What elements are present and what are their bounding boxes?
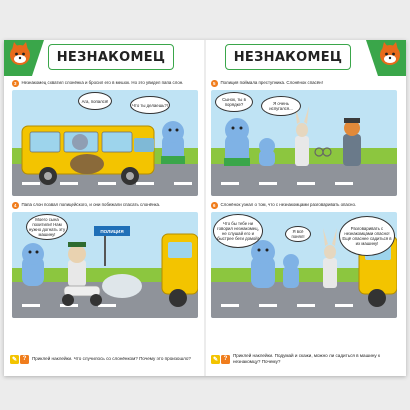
- step-text: Полиция поймала преступника. Слонёнок спасён!: [220, 80, 323, 85]
- step-text: Слонёнок узнал о том, что с незнакомцами разговаривать опасно.: [220, 202, 357, 207]
- speech-bubble: Ага, попался!: [78, 92, 112, 110]
- task-block: [211, 348, 399, 370]
- step-caption-6: [211, 202, 399, 209]
- step-caption-3: [12, 80, 198, 87]
- book-spine: [204, 40, 206, 376]
- speech-bubble: Моего сына похитили! Нам нужно догнать эту машину!: [26, 214, 68, 240]
- step-text: Незнакомец схватил слонёнка и бросил его в мешок. Но это увидел папа слон.: [21, 80, 184, 85]
- speech-bubble: Сынок, ты в порядке?: [215, 92, 253, 112]
- speech-bubble: Что бы тебе ни говорил незнакомец, не слушай его и быстрее беги домой!: [213, 214, 263, 248]
- task-text: Приклей наклейки. Что случилось со слонёнком? Почему это произошло?: [32, 356, 191, 362]
- step-caption-5: [211, 80, 399, 87]
- step-text: Папа слон позвал полицейского, и они побежали спасать слонёнка.: [21, 202, 161, 207]
- speech-bubble: Что ты делаешь?!: [130, 96, 170, 114]
- question-icon: ?: [221, 355, 230, 364]
- step-number: 5: [211, 80, 218, 87]
- speech-bubble: Я очень испугался...: [261, 96, 301, 116]
- comic-panel-5: [211, 90, 397, 196]
- sticker-icon: ✎: [212, 356, 219, 363]
- fox-badge-icon: [4, 40, 44, 76]
- comic-panel-6: [211, 212, 397, 318]
- step-number: 6: [211, 202, 218, 209]
- speech-bubble: Я всё понял!: [285, 226, 311, 242]
- sticker-icon: ✎: [11, 356, 18, 363]
- fox-badge-icon: [366, 40, 406, 76]
- step-number: 4: [12, 202, 19, 209]
- speech-bubble: Разговаривать с незнакомцами опасно! Ещё опаснее садиться в их машину!: [339, 216, 395, 256]
- left-page: [4, 40, 205, 376]
- book-spread: [4, 40, 406, 376]
- task-text: Приклей наклейки. Подумай и скажи, можно ли садиться в машину к незнакомцу? Почему?: [233, 353, 380, 364]
- question-icon: ?: [20, 355, 29, 364]
- comic-panel-3: [12, 90, 198, 196]
- right-page: [205, 40, 406, 376]
- police-sign: ПОЛИЦИЯ: [100, 228, 124, 234]
- step-caption-4: [12, 202, 198, 209]
- comic-panel-4: [12, 212, 198, 318]
- task-block: [10, 348, 198, 370]
- page-title-banner: [48, 44, 174, 70]
- step-number: 3: [12, 80, 19, 87]
- page-title: НЕЗНАКОМЕЦ: [233, 49, 343, 65]
- page-title-banner: [225, 44, 351, 70]
- page-title: НЕЗНАКОМЕЦ: [56, 49, 166, 65]
